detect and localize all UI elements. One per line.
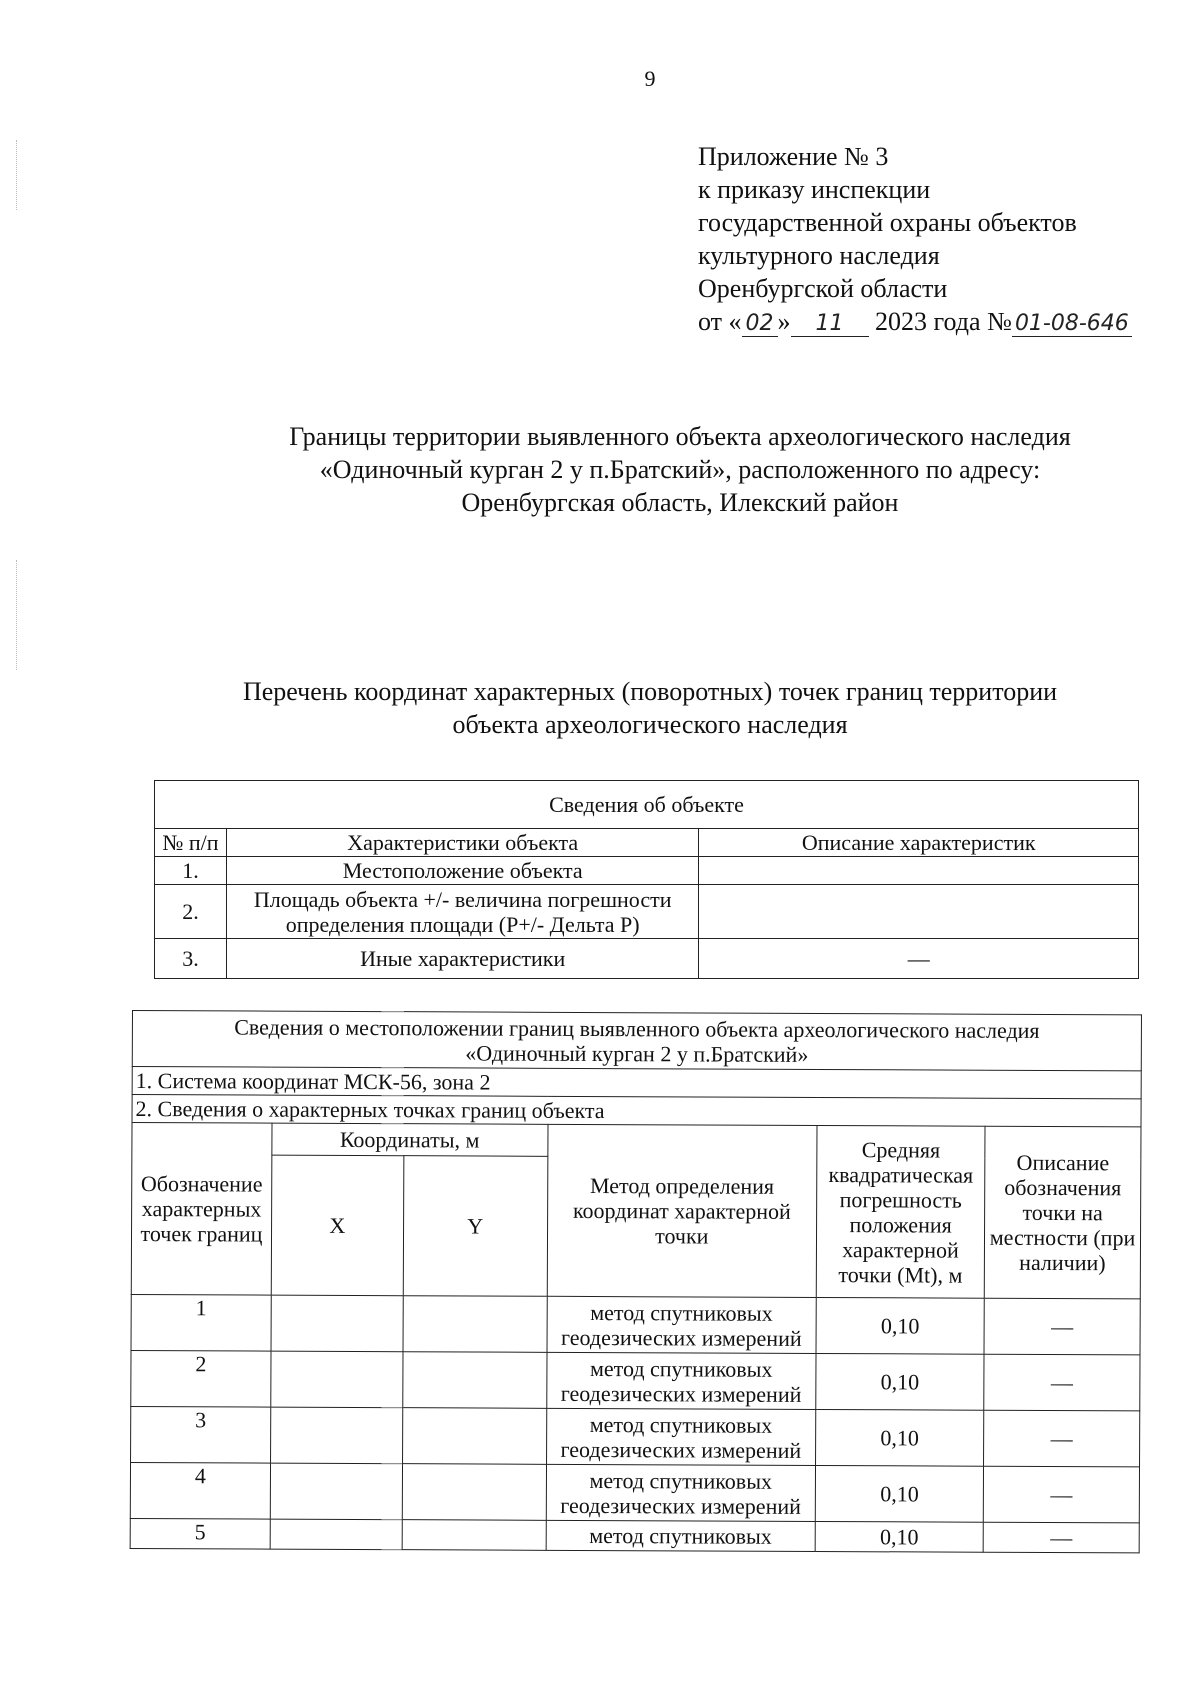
table-row	[130, 1462, 1139, 1522]
col-header-error: Средняя квадратическая погрешность положения характерной точки (Mt), м	[816, 1125, 985, 1298]
handwritten-day: 02	[742, 312, 778, 337]
point-method: метод спутниковых геодезических измерений	[546, 1352, 816, 1409]
approval-line-4: культурного наследия	[698, 241, 940, 270]
title-line-3: Оренбургская область, Илекский район	[461, 488, 899, 517]
table-row	[131, 1406, 1140, 1466]
list-title	[150, 675, 1150, 741]
table-row	[132, 1123, 1141, 1159]
approval-line-5: Оренбургской области	[698, 274, 948, 303]
approval-line-1: Приложение № 3	[698, 142, 889, 171]
scan-margin-marks-top	[16, 140, 23, 210]
approval-line-3: государственной охраны объектов	[698, 208, 1077, 237]
point-description: —	[983, 1466, 1139, 1523]
col-header-coordinates: Координаты, м	[272, 1123, 548, 1156]
list-title-line-2: объекта археологического наследия	[452, 710, 848, 739]
page-number: 9	[644, 66, 656, 91]
point-error: 0,10	[816, 1353, 984, 1410]
document-title	[180, 420, 1180, 519]
col-header-description: Описание характеристик	[699, 829, 1139, 857]
point-designation: 5	[130, 1518, 270, 1549]
handwritten-order-number: 01-08-646	[1012, 312, 1132, 337]
row-description: —	[699, 939, 1139, 979]
table-row	[155, 939, 1139, 979]
title-line-1: Границы территории выявленного объекта археологического наследия	[289, 422, 1071, 451]
col-header-designation: Обозначение характерных точек границ	[131, 1123, 272, 1296]
points-info-row: 2. Сведения о характерных точках границ объекта	[132, 1095, 1141, 1127]
point-designation: 3	[131, 1406, 271, 1463]
table-row	[131, 1350, 1140, 1410]
point-y	[403, 1296, 547, 1353]
date-year-text: 2023 года №	[875, 307, 1012, 336]
point-error: 0,10	[815, 1465, 983, 1522]
handwritten-month: 11	[791, 312, 869, 337]
approval-block	[698, 140, 1132, 338]
point-method: метод спутниковых геодезических измерений	[546, 1408, 816, 1465]
approval-line-2: к приказу инспекции	[698, 175, 931, 204]
col-header-method: Метод определения координат характерной точки	[547, 1124, 817, 1297]
boundary-header-line-1: Сведения о местоположении границ выявленного объекта археологического наследия	[234, 1013, 1040, 1043]
approval-date-line	[698, 305, 1132, 338]
row-characteristic: Площадь объекта +/- величина погрешности определения площади (Р+/- Дельта Р)	[226, 885, 699, 939]
point-designation: 4	[130, 1462, 270, 1519]
point-y	[402, 1520, 546, 1551]
boundary-header-line-2: «Одиночный курган 2 у п.Братский»	[465, 1039, 809, 1067]
row-description	[699, 885, 1139, 939]
date-prefix: от «	[698, 307, 742, 336]
point-x	[270, 1519, 402, 1550]
scan-margin-marks-bottom	[16, 560, 23, 670]
point-method: метод спутниковых	[546, 1520, 816, 1551]
title-line-2: «Одиночный курган 2 у п.Братский», расположенного по адресу:	[319, 455, 1041, 484]
col-header-x: X	[271, 1155, 403, 1296]
col-header-characteristics: Характеристики объекта	[226, 829, 699, 857]
list-title-line-1: Перечень координат характерных (поворотных) точек границ территории	[242, 677, 1058, 706]
point-x	[270, 1463, 402, 1520]
table-row	[155, 857, 1139, 885]
point-x	[271, 1351, 403, 1408]
object-info-header: Сведения об объекте	[155, 781, 1139, 829]
coordinate-system-row: 1. Система координат МСК-56, зона 2	[132, 1067, 1141, 1099]
point-x	[270, 1407, 402, 1464]
col-header-num: № п/п	[155, 829, 227, 857]
point-y	[402, 1408, 546, 1465]
point-y	[402, 1464, 546, 1521]
date-day-close: »	[777, 307, 791, 336]
point-error: 0,10	[816, 1409, 984, 1466]
point-error: 0,10	[815, 1521, 983, 1552]
table-row	[132, 1011, 1141, 1071]
row-num: 1.	[155, 857, 227, 885]
point-description: —	[983, 1522, 1139, 1553]
col-header-y: Y	[403, 1156, 547, 1297]
table-row	[155, 885, 1139, 939]
point-designation: 1	[131, 1294, 271, 1351]
point-designation: 2	[131, 1350, 271, 1407]
boundary-coordinates-table	[130, 1010, 1142, 1553]
object-info-table	[154, 780, 1139, 979]
table-row	[132, 1095, 1141, 1127]
table-row	[132, 1067, 1141, 1099]
row-characteristic: Иные характеристики	[226, 939, 699, 979]
point-y	[403, 1352, 547, 1409]
point-method: метод спутниковых геодезических измерений	[546, 1464, 816, 1521]
point-x	[271, 1295, 403, 1352]
point-error: 0,10	[816, 1297, 984, 1354]
point-description: —	[984, 1354, 1140, 1411]
col-header-point-description: Описание обозначения точки на местности (при наличии)	[984, 1126, 1141, 1299]
row-num: 2.	[155, 885, 227, 939]
point-description: —	[984, 1298, 1140, 1355]
table-row	[155, 829, 1139, 857]
table-row	[131, 1294, 1140, 1354]
boundary-table-header	[132, 1011, 1141, 1071]
point-description: —	[984, 1410, 1140, 1467]
row-characteristic: Местоположение объекта	[226, 857, 699, 885]
table-row	[130, 1518, 1139, 1552]
row-description	[699, 857, 1139, 885]
table-row	[155, 781, 1139, 829]
row-num: 3.	[155, 939, 227, 979]
point-method: метод спутниковых геодезических измерений	[547, 1296, 817, 1353]
